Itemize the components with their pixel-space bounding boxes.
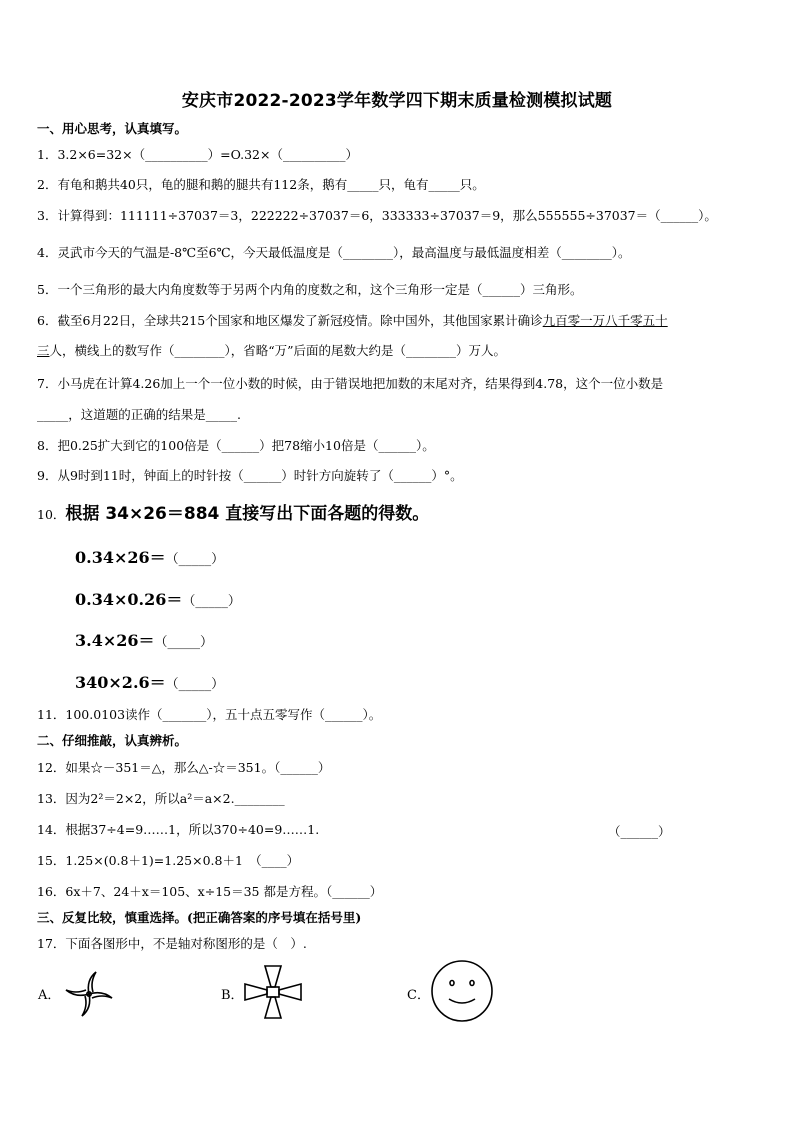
calc-blank: （_____） [165,552,225,567]
question-6-text: 6．截至6月22日，全球共215个国家和地区爆发了新冠疫情。除中国外，其他国家累计确诊 [37,313,543,328]
calc-expression: 0.34×0.26＝ [75,590,183,609]
question-6-underlined-number-part2: 三 [37,343,50,358]
question-6-line-1 [37,313,668,329]
question-4: 4．灵武市今天的气温是-8℃至6℃，今天最低温度是（________），最高温度与最低温度相差（________）。 [37,245,631,260]
question-14-answer-blank: （______） [608,824,671,839]
calc-expression: 3.4×26＝ [75,631,155,650]
question-3: 3．计算得到：111111÷37037＝3，222222÷37037＝6，333333÷37037＝9，那么555555÷37037＝（______）。 [37,208,717,223]
option-b-label: B． [221,988,244,1003]
calc-item [75,587,241,610]
question-10 [37,503,429,526]
cross-shape-icon [243,964,303,1020]
calc-expression: 0.34×26＝ [75,548,166,567]
question-7-line-1: 7．小马虎在计算4.26加上一个一位小数的时候，由于错误地把加数的末尾对齐，结果得到4.78，这个一位小数是 [37,376,664,391]
option-c-label: C． [407,988,430,1003]
question-7-line-2: _____，这道题的正确的结果是_____. [37,407,241,422]
calc-blank: （_____） [154,635,214,650]
question-6-underlined-number-part1: 九百零一万八千零五十 [542,313,668,328]
question-10-text: 根据 34×26＝884 直接写出下面各题的得数。 [65,504,430,524]
question-8: 8．把0.25扩大到它的100倍是（______）把78缩小10倍是（______）。 [37,438,435,453]
question-13: 13．因为2²＝2×2，所以a²＝a×2.________ [37,791,285,806]
question-16: 16．6x＋7、24＋x＝105、x÷15＝35 都是方程。（______） [37,884,383,899]
question-12: 12．如果☆－351＝△，那么△-☆＝351。（______） [37,760,331,775]
section-1-heading: 一、用心思考，认真填写。 [37,121,188,136]
pinwheel-icon [60,968,118,1020]
question-14: 14．根据37÷4=9……1，所以370÷40=9……1. [37,822,320,837]
question-10-number: 10． [37,507,66,522]
question-6-line-2 [37,343,506,359]
option-a-label: A． [38,988,61,1003]
question-1: 1．3.2×6=32×（__________）=O.32×（__________） [37,147,358,162]
question-15: 15．1.25×(0.8＋1)=1.25×0.8＋1 （____） [37,853,300,868]
calc-blank: （_____） [182,594,241,609]
calc-expression: 340×2.6＝ [75,673,166,692]
calc-item [75,545,224,568]
section-2-heading: 二、仔细推敲，认真辨析。 [37,733,188,748]
smiley-face-icon [429,959,495,1023]
section-3-heading: 三、反复比较，慎重选择。(把正确答案的序号填在括号里) [37,910,362,925]
question-9: 9．从9时到11时，钟面上的时针按（______）时针方向旋转了（______）°。 [37,468,463,483]
question-6-text-2: 人，横线上的数写作（________），省略“万”后面的尾数大约是（________）万人。 [49,343,507,358]
question-11: 11．100.0103读作（_______），五十点五零写作（______）。 [37,707,382,722]
calc-item [75,670,224,693]
calc-item [75,628,213,651]
question-2: 2．有龟和鹅共40只，龟的腿和鹅的腿共有112条，鹅有_____只，龟有_____只。 [37,177,485,192]
question-5: 5．一个三角形的最大内角度数等于另两个内角的度数之和，这个三角形一定是（______）三角形。 [37,282,583,297]
calc-blank: （_____） [165,677,225,692]
page-title: 安庆市2022-2023学年数学四下期末质量检测模拟试题 [181,91,613,111]
question-17: 17．下面各图形中，不是轴对称图形的是（ ）. [37,936,307,951]
